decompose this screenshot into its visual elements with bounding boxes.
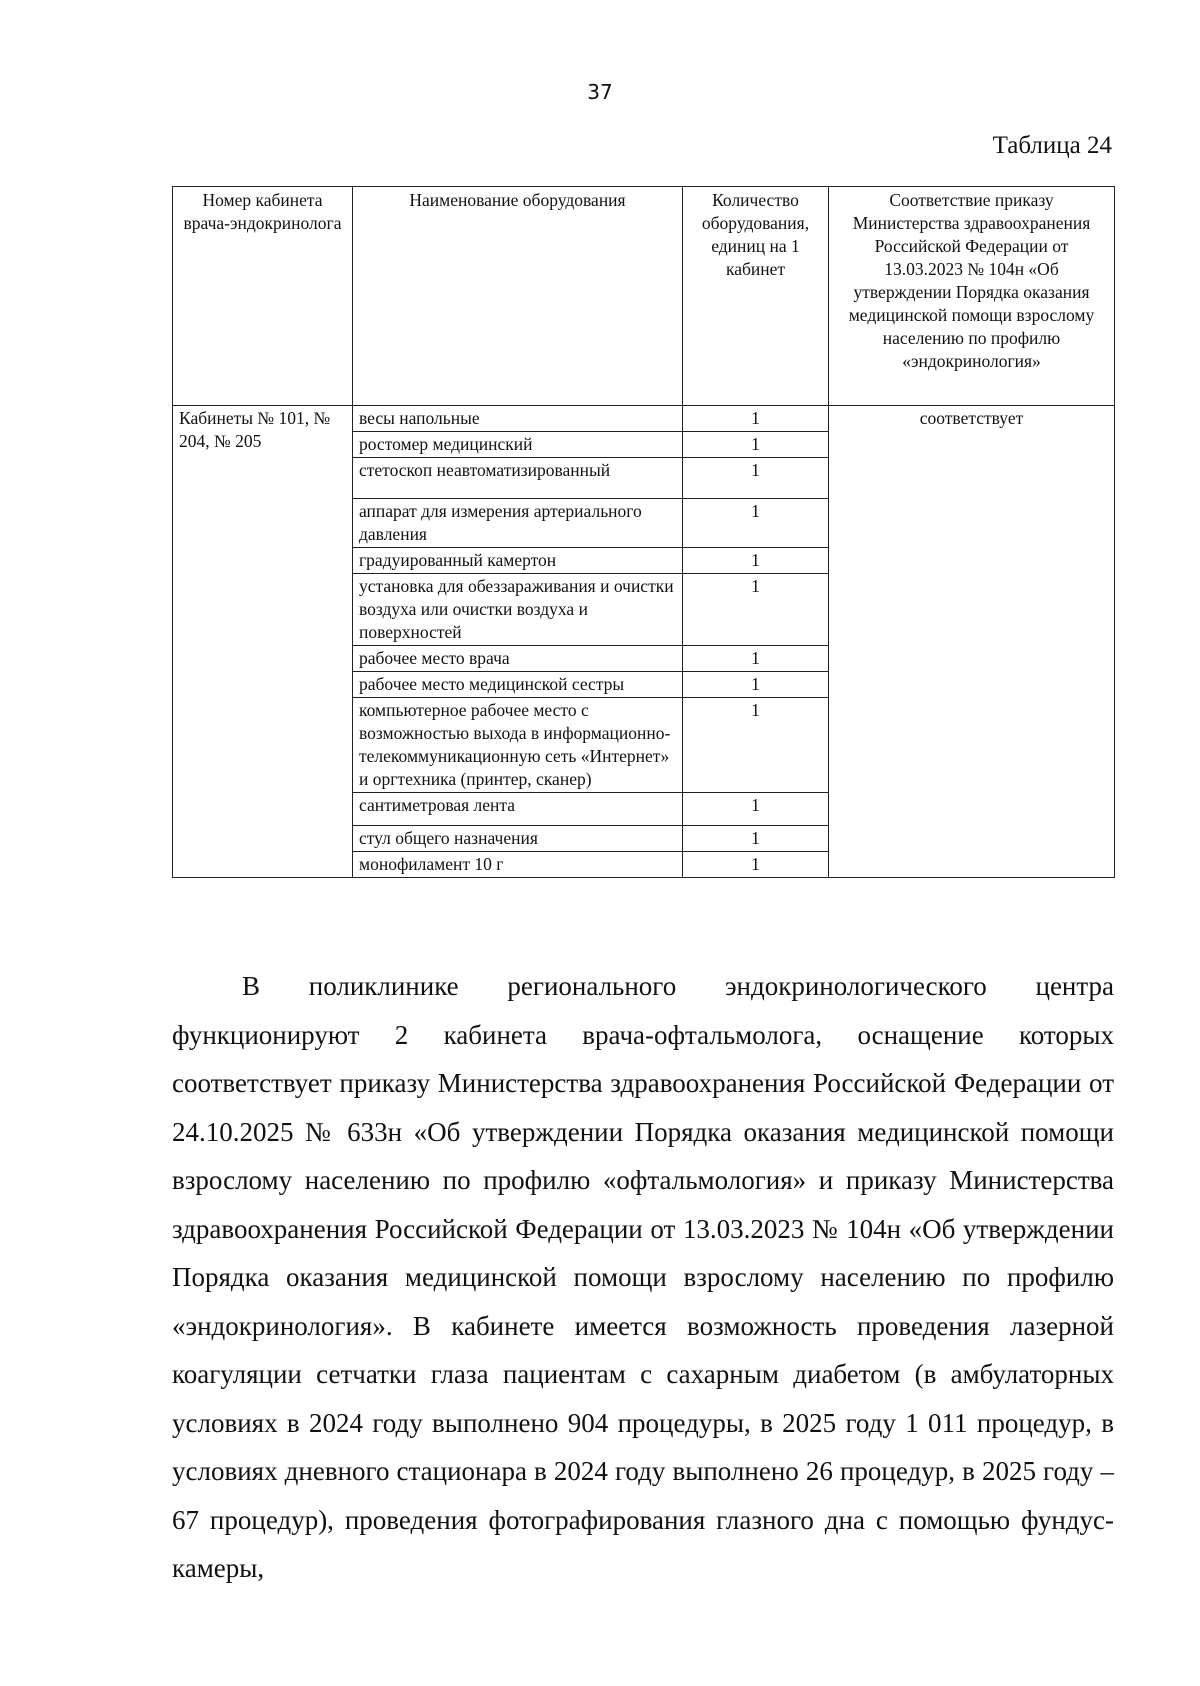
equipment-qty: 1 — [683, 826, 829, 852]
compliance-cell: соответствует — [829, 406, 1115, 878]
equipment-name: градуированный камертон — [353, 548, 683, 574]
equipment-name: установка для обеззараживания и очистки воздуха или очистки воздуха и поверхностей — [353, 574, 683, 646]
equipment-table — [172, 186, 1115, 878]
equipment-qty: 1 — [683, 499, 829, 548]
table-row — [173, 406, 1115, 432]
equipment-name: ростомер медицинский — [353, 432, 683, 458]
header-room: Номер кабинета врача-эндокринолога — [173, 187, 353, 406]
header-equipment: Наименование оборудования — [353, 187, 683, 406]
equipment-qty: 1 — [683, 432, 829, 458]
equipment-name: стетоскоп неавтоматизированный — [353, 458, 683, 499]
table-header-row — [173, 187, 1115, 406]
equipment-name: рабочее место врача — [353, 646, 683, 672]
equipment-name: компьютерное рабочее место с возможностью выхода в информационно-телекоммуникационную сеть «Интернет» и оргтехника (принтер, сканер) — [353, 698, 683, 793]
equipment-qty: 1 — [683, 406, 829, 432]
table-caption: Таблица 24 — [992, 132, 1112, 159]
equipment-qty: 1 — [683, 646, 829, 672]
equipment-qty: 1 — [683, 548, 829, 574]
equipment-name: стул общего назначения — [353, 826, 683, 852]
equipment-qty: 1 — [683, 574, 829, 646]
equipment-qty: 1 — [683, 672, 829, 698]
body-paragraph: В поликлинике регионального эндокринологического центра функционируют 2 кабинета врача-офтальмолога, оснащение которых соответствует приказу Министерства здравоохранения Российской Федерации от 24.10.2025 № 633н «Об утверждении Порядка оказания медицинской помощи взрослому населению по профилю «офтальмология» и приказу Министерства здравоохранения Российской Федерации от 13.03.2023 № 104н «Об утверждении Порядка оказания медицинской помощи взрослому населению по профилю «эндокринология». В кабинете имеется возможность проведения лазерной коагуляции сетчатки глаза пациентам с сахарным диабетом (в амбулаторных условиях в 2024 году выполнено 904 процедуры, в 2025 году 1 011 процедур, в условиях дневного стационара в 2024 году выполнено 26 процедур, в 2025 году – 67 процедур), проведения фотографирования глазного дна с помощью фундус-камеры, — [172, 971, 1114, 1583]
header-compliance: Соответствие приказу Министерства здравоохранения Российской Федерации от 13.03.2023 № 104н «Об утверждении Порядка оказания медицинской помощи взрослому населению по профилю «эндокринология» — [829, 187, 1115, 406]
equipment-name: монофиламент 10 г — [353, 852, 683, 878]
equipment-qty: 1 — [683, 698, 829, 793]
equipment-name: сантиметровая лента — [353, 793, 683, 826]
equipment-qty: 1 — [683, 793, 829, 826]
equipment-name: рабочее место медицинской сестры — [353, 672, 683, 698]
equipment-qty: 1 — [683, 458, 829, 499]
header-quantity: Количество оборудования, единиц на 1 кабинет — [683, 187, 829, 406]
equipment-name: весы напольные — [353, 406, 683, 432]
page-number: 37 — [587, 80, 613, 104]
equipment-name: аппарат для измерения артериального давления — [353, 499, 683, 548]
equipment-qty: 1 — [683, 852, 829, 878]
room-cell: Кабинеты № 101, № 204, № 205 — [173, 406, 353, 878]
